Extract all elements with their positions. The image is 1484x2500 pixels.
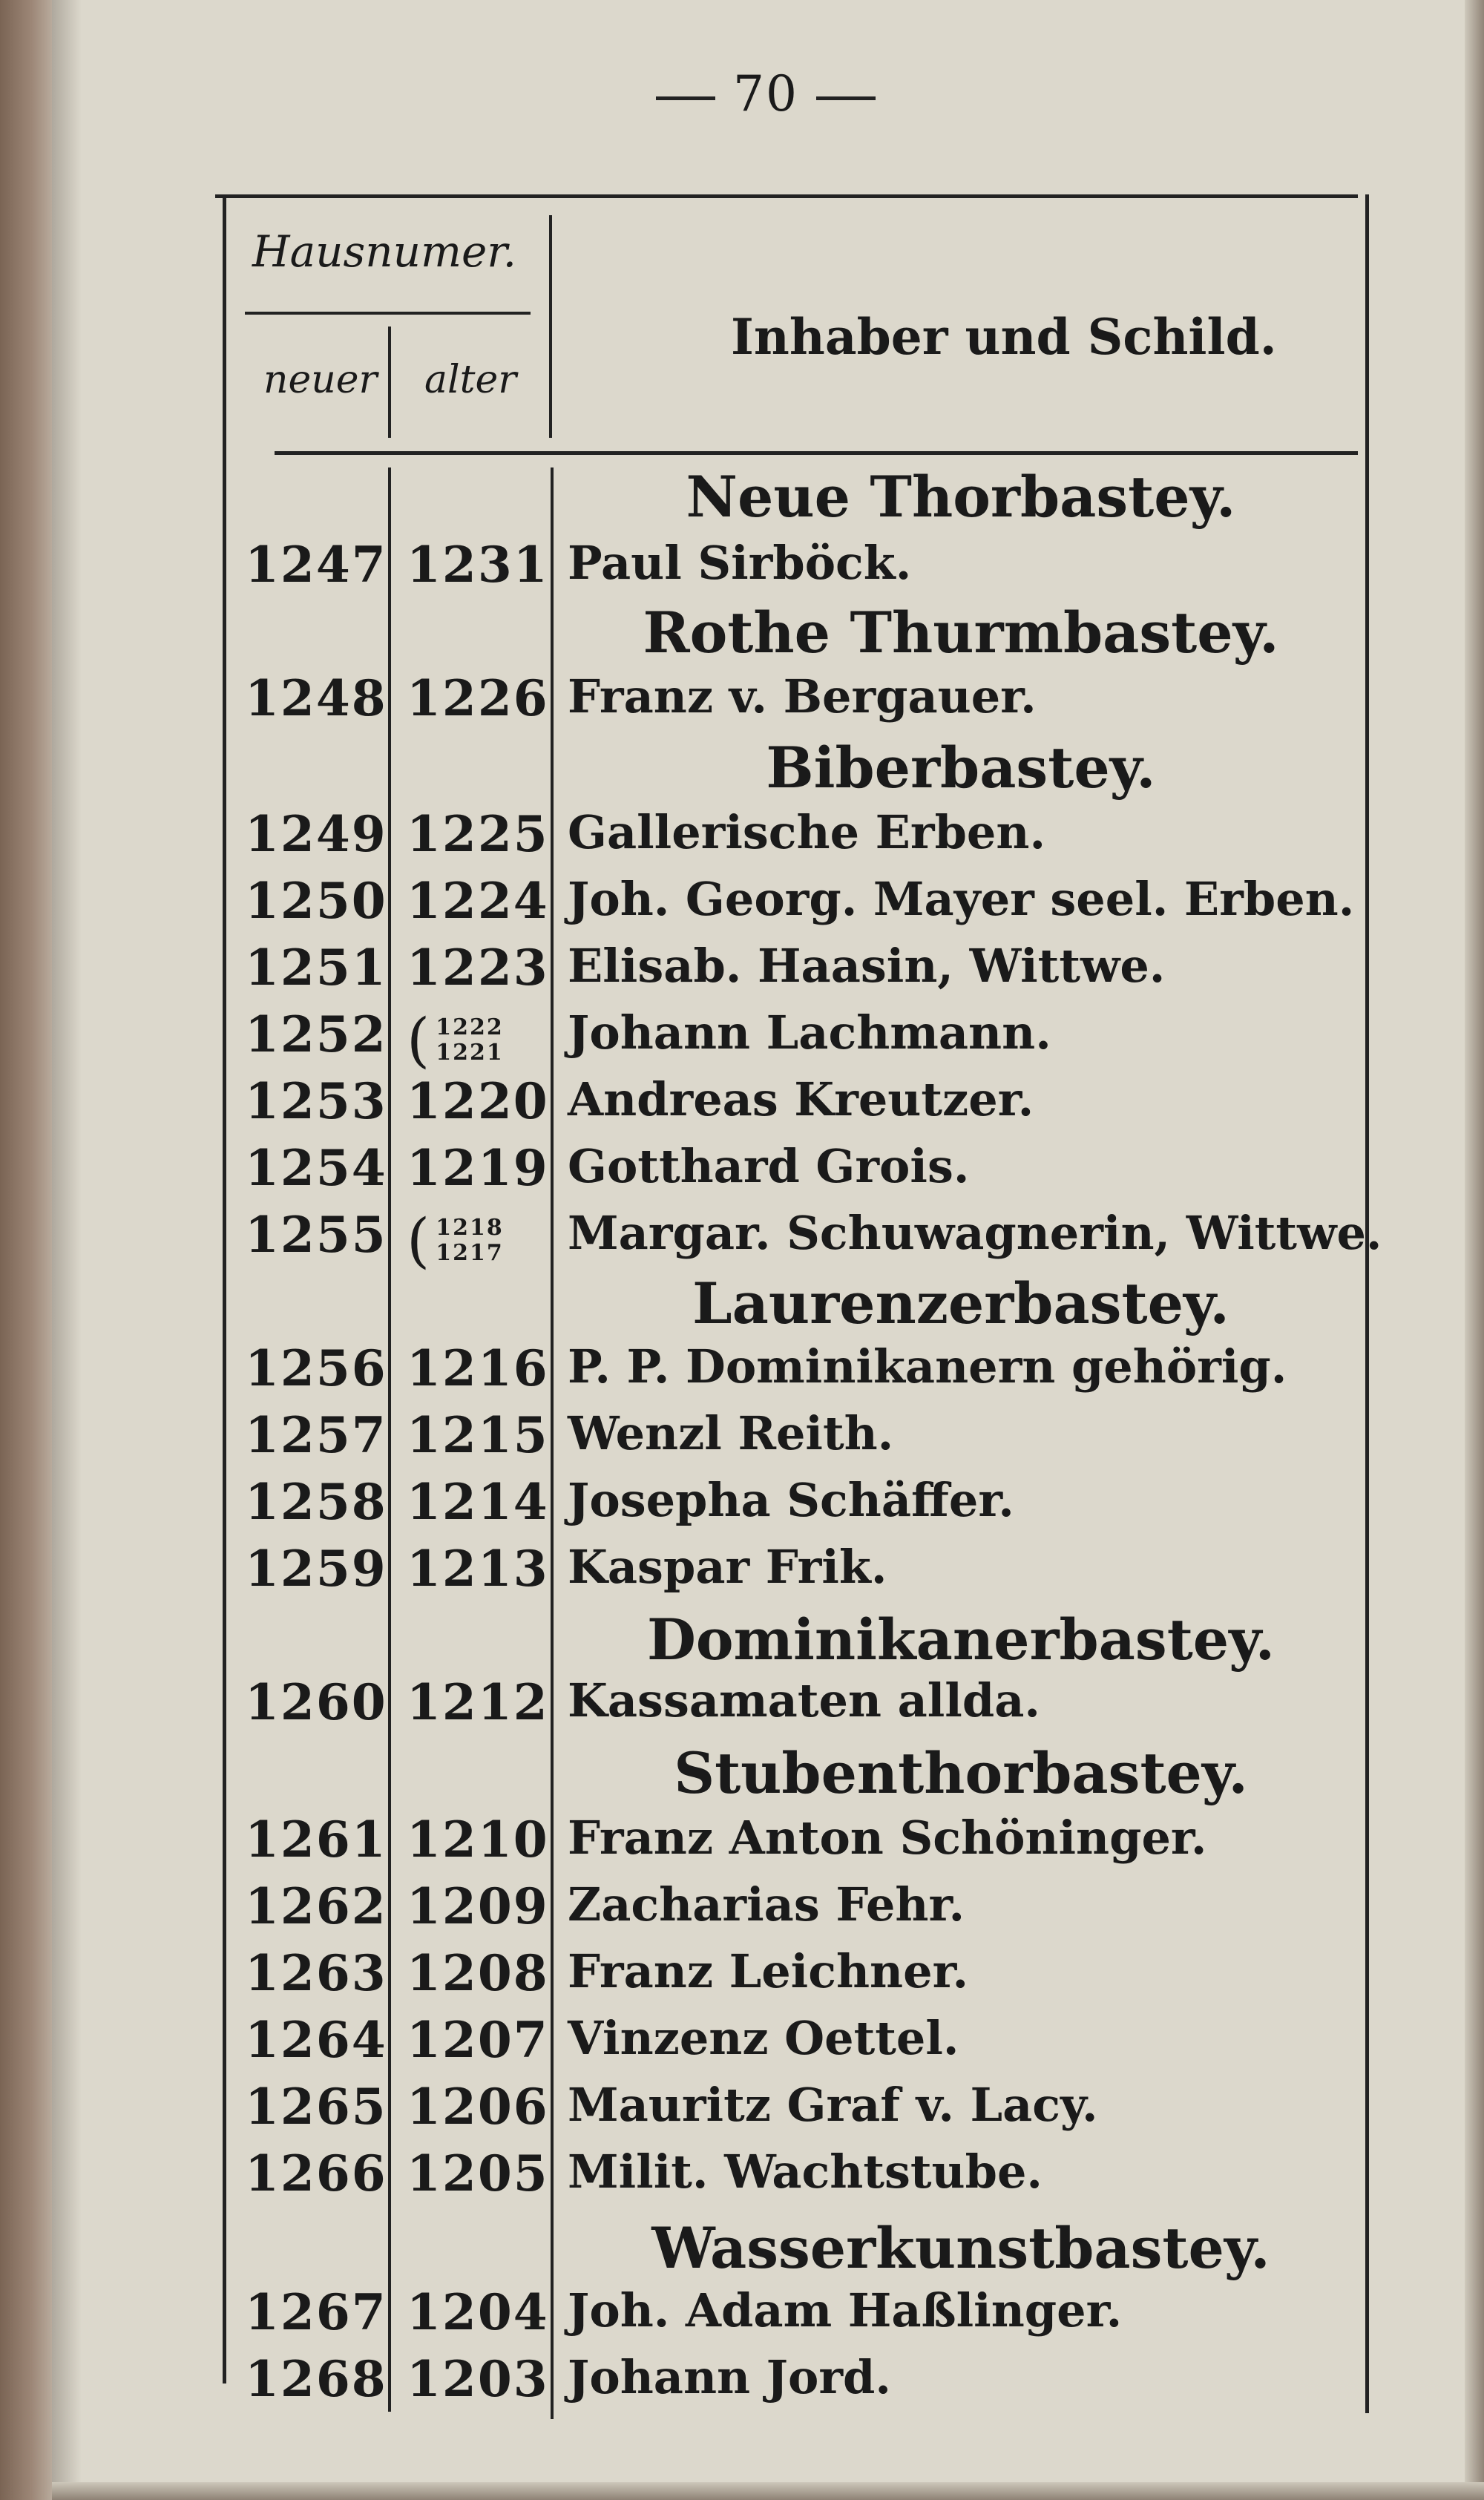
- new-number: 1255: [245, 1206, 387, 1264]
- page-number-text: 70: [733, 65, 798, 122]
- table-row: [0, 1406, 1484, 1473]
- new-number: 1258: [245, 1473, 387, 1531]
- new-number: 1267: [245, 2283, 387, 2341]
- owner-name: Gallerische Erben.: [568, 805, 1046, 859]
- old-number: 1209: [407, 1877, 549, 1935]
- old-number: 1219: [407, 1139, 549, 1197]
- table-row: [0, 2145, 1484, 2211]
- old-number: 1213: [407, 1540, 549, 1598]
- old-number-pair: [436, 1015, 504, 1066]
- owner-name: Vinzenz Oettel.: [568, 2011, 959, 2065]
- section-heading: Stubenthorbastey.: [674, 1740, 1248, 1806]
- new-number: 1256: [245, 1339, 387, 1397]
- section-heading: Neue Thorbastey.: [686, 464, 1236, 530]
- section-heading: Wasserkunstbastey.: [651, 2215, 1270, 2281]
- owner-name: Gotthard Grois.: [568, 1139, 970, 1193]
- table-row: [0, 1673, 1484, 1740]
- header-col-old: alter: [424, 358, 517, 402]
- new-number: 1252: [245, 1005, 387, 1063]
- new-number: 1265: [245, 2078, 387, 2136]
- owner-name: Elisab. Haasin, Wittwe.: [568, 939, 1166, 993]
- old-number: 1216: [407, 1339, 549, 1397]
- table-row: [0, 2011, 1484, 2078]
- header-col-owner: Inhaber und Schild.: [731, 308, 1277, 366]
- table-row: [0, 872, 1484, 939]
- table-row: [0, 805, 1484, 872]
- old-number: 1204: [407, 2283, 549, 2341]
- table-row: [0, 1005, 1484, 1075]
- owner-name: Josepha Schäffer.: [568, 1473, 1014, 1527]
- old-number: 1225: [407, 805, 549, 863]
- table-row: [0, 2350, 1484, 2417]
- old-number: 1203: [407, 2350, 549, 2408]
- table-row: [0, 1811, 1484, 1877]
- owner-name: Margar. Schuwagnerin, Wittwe.: [568, 1206, 1382, 1260]
- old-number: 1206: [407, 2078, 549, 2136]
- new-number: 1247: [245, 536, 387, 594]
- owner-name: Joh. Georg. Mayer seel. Erben.: [568, 872, 1355, 926]
- old-number: 1207: [407, 2011, 549, 2069]
- table-row: [0, 669, 1484, 736]
- owner-name: Milit. Wachtstube.: [568, 2145, 1043, 2199]
- table-row: [0, 1877, 1484, 1944]
- owner-name: Johann Lachmann.: [568, 1005, 1051, 1060]
- section-heading: Laurenzerbastey.: [692, 1270, 1229, 1336]
- old-number: 1224: [407, 872, 549, 930]
- new-number: 1257: [245, 1406, 387, 1464]
- old-number-bottom: 1221: [436, 1039, 504, 1066]
- new-number: 1249: [245, 805, 387, 863]
- section-heading: Rothe Thurmbastey.: [643, 600, 1279, 666]
- old-number: 1208: [407, 1944, 549, 2002]
- owner-name: Franz v. Bergauer.: [568, 669, 1037, 724]
- table-row: [0, 536, 1484, 603]
- owner-name: Zacharias Fehr.: [568, 1877, 965, 1932]
- table-row: [0, 1944, 1484, 2011]
- owner-name: Franz Leichner.: [568, 1944, 969, 1998]
- section-heading: Biberbastey.: [766, 735, 1156, 801]
- old-number: 1220: [407, 1072, 549, 1130]
- new-number: 1264: [245, 2011, 387, 2069]
- owner-name: Wenzl Reith.: [568, 1406, 894, 1460]
- header-col-new: neuer: [263, 358, 378, 402]
- old-number: 1214: [407, 1473, 549, 1531]
- new-number: 1268: [245, 2350, 387, 2408]
- owner-name: Joh. Adam Haßlinger.: [568, 2283, 1123, 2337]
- old-number-bracket: ( 1218 1217: [407, 1206, 504, 1275]
- owner-name: Kaspar Frik.: [568, 1540, 887, 1594]
- old-number: 1212: [407, 1673, 549, 1731]
- table-row: [0, 2078, 1484, 2145]
- new-number: 1262: [245, 1877, 387, 1935]
- old-number-top: 1218: [436, 1214, 504, 1241]
- new-number: 1261: [245, 1811, 387, 1869]
- new-number: 1254: [245, 1139, 387, 1197]
- section-heading: Dominikanerbastey.: [646, 1607, 1275, 1673]
- old-number: 1231: [407, 536, 549, 594]
- new-number: 1253: [245, 1072, 387, 1130]
- old-number: 1210: [407, 1811, 549, 1869]
- old-number-top: 1222: [436, 1014, 504, 1040]
- owner-name: Franz Anton Schöninger.: [568, 1811, 1207, 1865]
- old-number: 1205: [407, 2145, 549, 2202]
- old-number: 1226: [407, 669, 549, 727]
- table-row: [0, 1540, 1484, 1607]
- owner-name: Johann Jord.: [568, 2350, 891, 2404]
- new-number: 1263: [245, 1944, 387, 2002]
- owner-name: Kassamaten allda.: [568, 1673, 1040, 1728]
- header-hausnumer: Hausnumer.: [252, 226, 517, 277]
- table-row: [0, 1473, 1484, 1540]
- table-row: [0, 1139, 1484, 1206]
- old-number: 1223: [407, 939, 549, 997]
- new-number: 1259: [245, 1540, 387, 1598]
- new-number: 1260: [245, 1673, 387, 1731]
- table-row: [0, 1206, 1484, 1273]
- old-number-bracket: ( 1222 1221: [407, 1005, 504, 1075]
- owner-name: Mauritz Graf v. Lacy.: [568, 2078, 1098, 2132]
- old-number: 1215: [407, 1406, 549, 1464]
- new-number: 1250: [245, 872, 387, 930]
- table-row: [0, 2283, 1484, 2350]
- table-row: [0, 939, 1484, 1005]
- new-number: 1266: [245, 2145, 387, 2202]
- owner-name: Andreas Kreutzer.: [568, 1072, 1034, 1126]
- old-number-bottom: 1217: [436, 1239, 504, 1266]
- owner-name: P. P. Dominikanern gehörig.: [568, 1339, 1287, 1394]
- new-number: 1248: [245, 669, 387, 727]
- new-number: 1251: [245, 939, 387, 997]
- owner-name: Paul Sirböck.: [568, 536, 912, 590]
- table-row: [0, 1339, 1484, 1406]
- table-row: [0, 1072, 1484, 1139]
- old-number-pair: [436, 1215, 504, 1266]
